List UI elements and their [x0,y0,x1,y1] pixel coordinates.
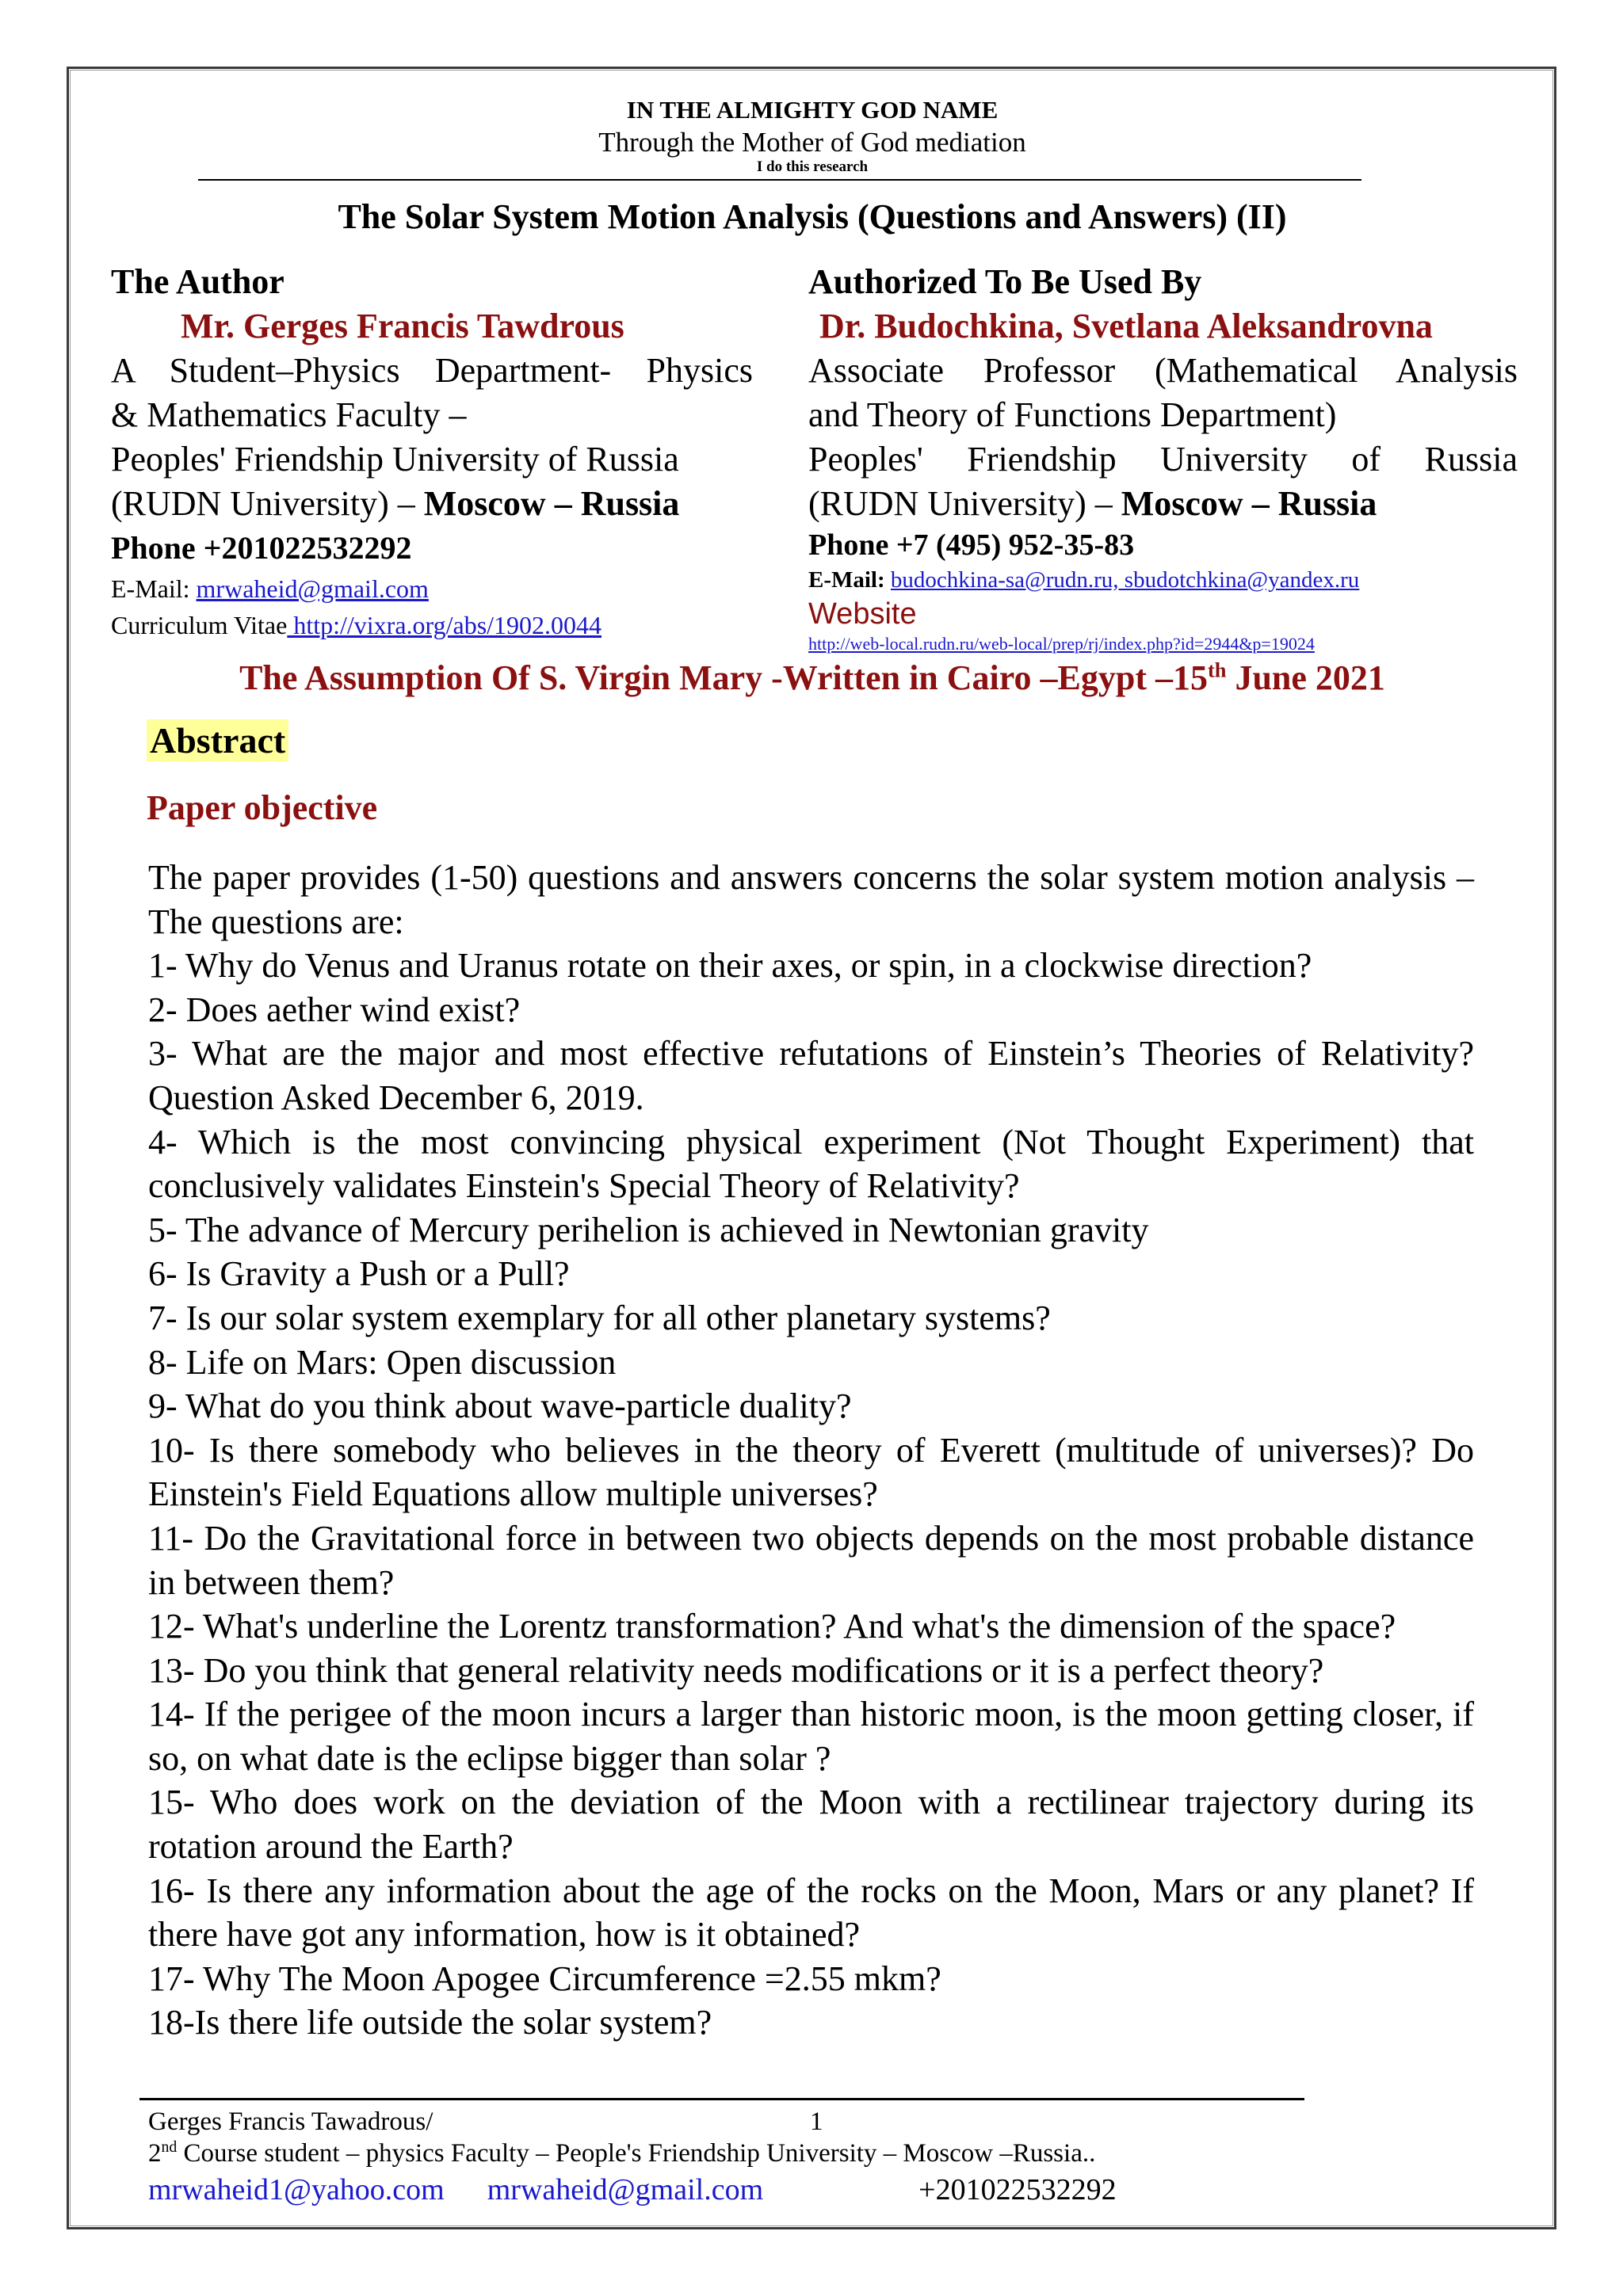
page-number: 1 [810,2107,823,2136]
authorized-website-label: Website [808,597,917,631]
intro-paragraph: The paper provides (1-50) questions and answers concerns the solar system motion analysis – The questions are: [148,858,1474,941]
author-uni-city: Moscow – Russia [423,484,680,523]
author-email-link[interactable]: mrwaheid@gmail.com [196,574,429,603]
question-item: 3- What are the major and most effective refutations of Einstein’s Theories of Relativity? Question Asked December 6, 2019. [148,1034,1474,1117]
author-cv-line [111,607,753,643]
footer-email-1[interactable]: mrwaheid1@yahoo.com [148,2173,445,2206]
author-block [111,260,753,643]
question-item: 14- If the perigee of the moon incurs a larger than historic moon, is the moon getting closer, if so, on what date is the eclipse bigger than solar ? [148,1695,1474,1778]
footer-divider [139,2098,1304,2100]
author-line-2: & Mathematics Faculty – [111,395,467,434]
footer-course-prefix: 2 [148,2139,162,2168]
footer-phone: +201022532292 [918,2173,1117,2206]
author-cv-link[interactable]: http://vixra.org/abs/1902.0044 [287,611,602,639]
authorized-email-label: E-Mail: [808,567,891,593]
author-name: Mr. Gerges Francis Tawdrous [181,307,624,345]
header-line-1: IN THE ALMIGHTY GOD NAME [626,96,999,124]
author-line-1: A Student–Physics Department- Physics [111,351,753,390]
footer-course-suffix: Course student – physics Faculty – People's Friendship University – Moscow –Russia.. [177,2139,1096,2168]
footer-author: Gerges Francis Tawadrous/ [148,2107,433,2136]
authorized-line-2: and Theory of Functions Department) [808,395,1337,434]
question-item: 17- Why The Moon Apogee Circumference =2.55 mkm? [148,1958,941,1998]
author-cv-label: Curriculum Vitae [111,611,288,639]
abstract-body [148,856,1474,2045]
header-divider [198,179,1361,181]
author-heading: The Author [111,262,285,301]
question-item: 7- Is our solar system exemplary for all other planetary systems? [148,1298,1051,1337]
header-line-2: Through the Mother of God mediation [598,127,1026,158]
footer-email-2[interactable]: mrwaheid@gmail.com [487,2173,764,2206]
question-item: 13- Do you think that general relativity needs modifications or it is a perfect theory? [148,1650,1324,1690]
author-university [111,482,753,526]
author-phone: Phone +201022532292 [111,530,412,566]
authorized-line-1: Associate Professor (Mathematical Analysis [808,351,1518,390]
question-item: 10- Is there somebody who believes in the theory of Everett (multitude of universes)? Do Einstein's Field Equations allow multiple universes? [148,1430,1474,1514]
question-item: 16- Is there any information about the age of the rocks on the Moon, Mars or any planet? If there have got any information, how is it obtained? [148,1871,1474,1955]
question-item: 12- What's underline the Lorentz transformation? And what's the dimension of the space? [148,1607,1396,1646]
date-line [111,658,1514,698]
footer-course-sup: nd [161,2138,178,2156]
authorized-heading: Authorized To Be Used By [808,262,1202,301]
author-line-3: Peoples' Friendship University of Russia [111,440,679,479]
date-line-suffix: June 2021 [1226,658,1385,697]
objective-heading: Paper objective [147,788,378,827]
date-line-prefix: The Assumption Of S. Virgin Mary -Written in Cairo –Egypt –15 [239,658,1208,697]
authorized-website-link[interactable]: http://web-local.rudn.ru/web-local/prep/rj/index.php?id=2944&p=19024 [808,634,1315,654]
question-item: 5- The advance of Mercury perihelion is achieved in Newtonian gravity [148,1210,1149,1249]
paper-title: The Solar System Motion Analysis (Questions and Answers) (II) [338,197,1287,236]
date-line-sup: th [1207,658,1227,682]
question-item: 8- Life on Mars: Open discussion [148,1342,617,1382]
question-item: 2- Does aether wind exist? [148,990,521,1029]
question-item: 1- Why do Venus and Uranus rotate on their axes, or spin, in a clockwise direction? [148,946,1312,986]
authorized-block [808,260,1518,656]
question-item: 9- What do you think about wave-particle duality? [148,1386,852,1426]
authorized-line-3: Peoples' Friendship University of Russia [808,440,1518,479]
footer-contacts [148,2172,1117,2207]
question-item: 11- Do the Gravitational force in between two objects depends on the most probable distance in between them? [148,1518,1474,1602]
authorized-uni-prefix: (RUDN University) – [808,484,1121,523]
question-item: 6- Is Gravity a Push or a Pull? [148,1254,570,1294]
author-email-line [111,570,753,607]
abstract-heading: Abstract [147,719,288,761]
authorized-name: Dr. Budochkina, Svetlana Aleksandrovna [819,307,1433,345]
footer-course [148,2139,1095,2168]
question-item: 4- Which is the most convincing physical experiment (Not Thought Experiment) that conclusively validates Einstein's Special Theory of Relativity? [148,1122,1474,1206]
authorized-phone: Phone +7 (495) 952-35-83 [808,528,1135,562]
question-item: 15- Who does work on the deviation of the Moon with a rectilinear trajectory during its rotation around the Earth? [148,1783,1474,1867]
authorized-email-line [808,564,1518,596]
header-line-3: I do this research [756,158,869,175]
authorized-uni-city: Moscow – Russia [1121,484,1377,523]
authorized-email-link[interactable]: budochkina-sa@rudn.ru, sbudotchkina@yandex.ru [890,567,1360,593]
author-email-label: E-Mail: [111,574,197,603]
authorized-university [808,482,1518,526]
author-uni-prefix: (RUDN University) – [111,484,424,523]
question-item: 18-Is there life outside the solar system? [148,2003,712,2042]
